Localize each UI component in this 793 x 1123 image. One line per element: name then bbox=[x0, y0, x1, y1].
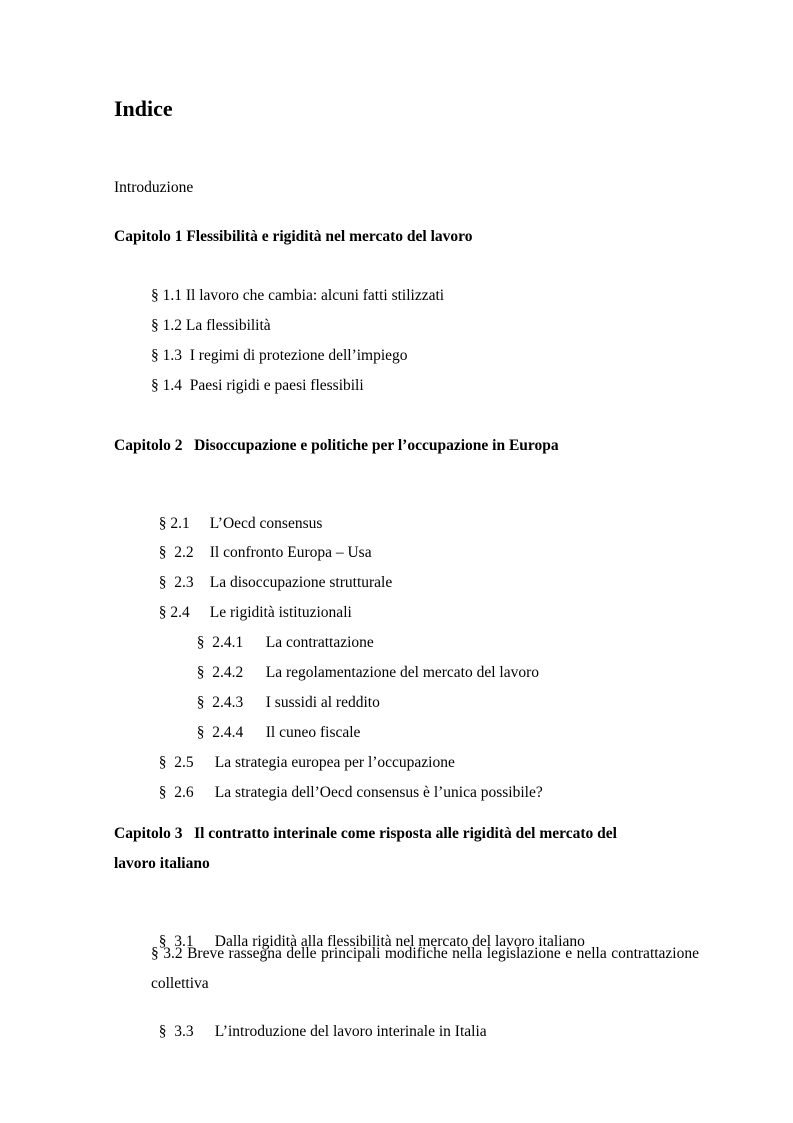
section-title: Il cuneo fiscale bbox=[265, 724, 361, 741]
section-title: Dalla rigidità alla flessibilità nel mercato del lavoro italiano bbox=[214, 933, 585, 950]
chapter-2-heading: Capitolo 2 Disoccupazione e politiche per l’occupazione in Europa bbox=[114, 437, 559, 454]
page-title: Indice bbox=[114, 96, 173, 121]
section-number: § 2.4.1 bbox=[196, 634, 244, 651]
section-title: L’Oecd consensus bbox=[209, 515, 323, 532]
section-number: § 2.4.4 bbox=[196, 724, 244, 741]
section-number: § 2.4 bbox=[158, 604, 190, 621]
section-number: § 3.1 bbox=[158, 933, 194, 950]
section-title: La strategia dell’Oecd consensus è l’unica possibile? bbox=[214, 784, 543, 801]
section-title: I sussidi al reddito bbox=[265, 694, 380, 711]
section-title: Il confronto Europa – Usa bbox=[209, 544, 372, 561]
section-title: La strategia europea per l’occupazione bbox=[214, 754, 455, 771]
toc-entry-3-2: § 3.2 Breve rassegna delle principali modifiche nella legislazione e nella contrattazione collettiva bbox=[151, 945, 699, 992]
section-title: La contrattazione bbox=[265, 634, 374, 651]
section-number: § 2.5 bbox=[158, 754, 194, 771]
toc-entry-1-2: § 1.2 La flessibilità bbox=[151, 317, 271, 334]
section-number: § 2.6 bbox=[158, 784, 194, 801]
section-number: § 2.2 bbox=[158, 544, 194, 561]
section-title: Le rigidità istituzionali bbox=[209, 604, 352, 621]
section-title: L’introduzione del lavoro interinale in Italia bbox=[214, 1023, 487, 1040]
section-number: § 2.4.3 bbox=[196, 694, 244, 711]
toc-entry-3-3 bbox=[151, 1005, 487, 1041]
section-title: La regolamentazione del mercato del lavoro bbox=[265, 664, 540, 681]
toc-entry-1-1: § 1.1 Il lavoro che cambia: alcuni fatti stilizzati bbox=[151, 287, 445, 304]
section-number: § 2.4.2 bbox=[196, 664, 244, 681]
toc-introduction: Introduzione bbox=[114, 179, 194, 196]
chapter-3-heading-line2: lavoro italiano bbox=[114, 855, 210, 872]
chapter-1-heading: Capitolo 1 Flessibilità e rigidità nel mercato del lavoro bbox=[114, 228, 473, 245]
toc-entry-1-4: § 1.4 Paesi rigidi e paesi flessibili bbox=[151, 377, 364, 394]
section-number: § 2.3 bbox=[158, 574, 194, 591]
section-number: § 2.1 bbox=[158, 515, 190, 532]
chapter-3-heading-line1: Capitolo 3 Il contratto interinale come risposta alle rigidità del mercato del bbox=[114, 825, 617, 842]
toc-entry-1-3: § 1.3 I regimi di protezione dell’impiego bbox=[151, 347, 408, 364]
toc-entry-2-6 bbox=[151, 766, 543, 802]
section-title: La disoccupazione strutturale bbox=[209, 574, 393, 591]
section-number: § 3.3 bbox=[158, 1023, 194, 1040]
